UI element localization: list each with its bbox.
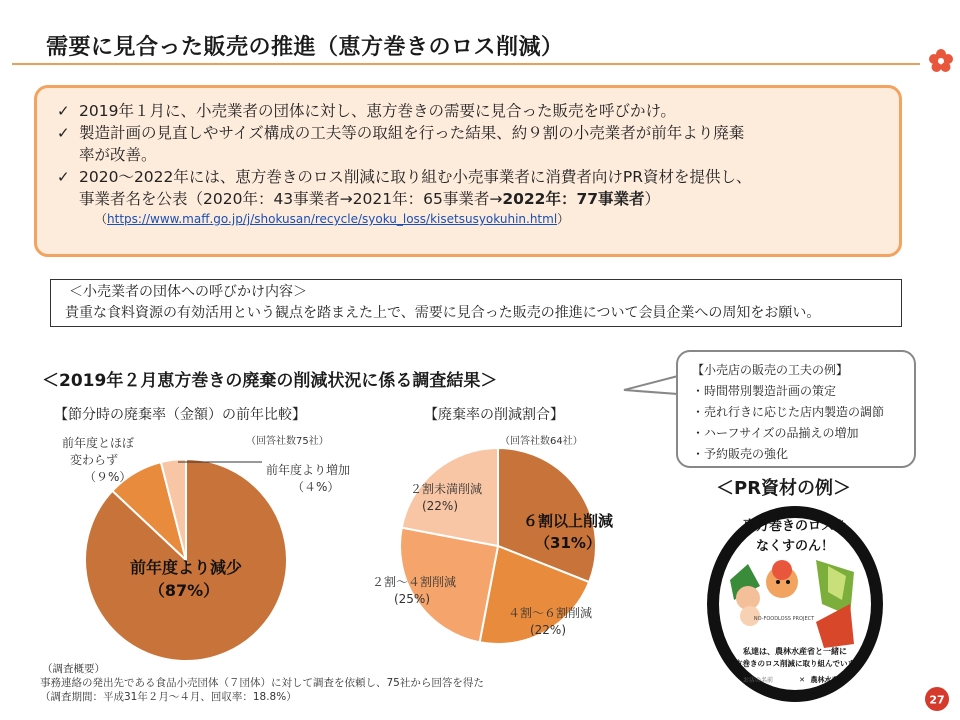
bullet-emphasis: 2022年：77事業者 (502, 190, 645, 208)
bullet-line: 事業者名を公表（2020年：43事業者→2021年：65事業者→ (79, 190, 503, 208)
slice-label-same-2: 変わらず (70, 453, 119, 467)
pr-heading: ＜PR資材の例＞ (716, 478, 852, 499)
slice-pct-increase: （４%） (292, 480, 340, 494)
slice-pct-under20: (22%) (421, 499, 459, 513)
callout-item: ・売れ行きに応じた店内製造の調節 (692, 405, 885, 419)
survey-note-line: 事務連絡の発出先である食品小売団体（７団体）に対して調査を依頼し、75社から回答を得た (40, 677, 484, 689)
cross-icon: ✕ (799, 676, 805, 684)
page-number: 27 (929, 693, 945, 707)
slice-pct-decrease: （87%） (148, 581, 220, 600)
slice-label-under20: ２割未満削減 (409, 482, 483, 496)
check-icon: ✓ (57, 124, 70, 142)
survey-notes (40, 662, 484, 704)
slice-pct-20-40: (25%) (393, 592, 431, 606)
slice-pct-same: （９%） (84, 470, 132, 484)
paren-open: （ (95, 212, 108, 226)
check-icon: ✓ (57, 102, 70, 120)
slice-pct-40-60: (22%) (529, 623, 567, 637)
pr-project: NO-FOODLOSS PROJECT (753, 616, 815, 622)
pr-message-2: 恵方巻きのロス削減に取り組んでいます (727, 659, 863, 668)
pr-line-2: なくすのん！ (755, 539, 835, 554)
slice-pct-60plus: （31%） (535, 534, 601, 552)
bullet-line: 製造計画の見直しやサイズ構成の工夫等の取組を行った結果、約９割の小売業者が前年より廃棄 (79, 124, 745, 142)
slice-label-60plus: ６割以上削減 (522, 512, 614, 530)
survey-note-line: （調査期間：平成31年２月～４月、回収率：18.8%） (40, 691, 297, 703)
slice-label-40-60: ４割～６割削減 (507, 606, 593, 620)
pr-sticker (704, 504, 886, 704)
paren-close: ） (557, 212, 570, 226)
pr-maff: 農林水産省 (810, 676, 846, 684)
bullet-line-end: ） (644, 190, 661, 208)
slice-label-same-1: 前年度とほぼ (62, 436, 135, 450)
callout-tail (622, 370, 682, 400)
page-number-badge (924, 686, 950, 712)
page-title: 需要に見合った販売の推進（恵方巻きのロス削減） (46, 35, 564, 60)
right-chart-title: 【廃棄率の削減割合】 (424, 407, 564, 423)
survey-title: ＜2019年２月恵方巻きの廃棄の削減状況に係る調査結果＞ (42, 371, 498, 391)
bullet-line: 率が改善。 (79, 146, 157, 164)
slice-label-20-40: ２割～４割削減 (371, 575, 457, 589)
callout-item: ・予約販売の強化 (692, 447, 789, 461)
left-chart-note: （回答社数75社） (246, 436, 329, 447)
right-chart-note: （回答社数64社） (500, 436, 583, 447)
maff-url-link[interactable]: https://www.maff.go.jp/j/shokusan/recycle/syoku_loss/kisetsusyokuhin.html (107, 212, 558, 226)
request-body: 貴重な食料資源の有効活用という観点を踏まえた上で、需要に見合った販売の推進について会員企業への周知をお願い。 (65, 305, 821, 321)
pr-line-1: 恵方巻きのロスを (742, 519, 848, 534)
slice-label-decrease: 前年度より減少 (129, 558, 243, 577)
request-heading: ＜小売業者の団体への呼びかけ内容＞ (69, 284, 307, 300)
pr-store-name: お店の名前 (742, 677, 774, 684)
pie-slice-under20 (402, 448, 498, 546)
slice-label-increase: 前年度より増加 (266, 463, 351, 477)
survey-note-heading: （調査概要） (42, 663, 105, 675)
callout-item: ・ハーフサイズの品揃えの増加 (692, 426, 859, 440)
callout-item: ・時間帯別製造計画の策定 (692, 384, 837, 398)
check-icon: ✓ (57, 168, 70, 186)
pr-message-1: 私達は、農林水産省と一緒に (743, 647, 847, 656)
bullet-text: 2019年１月に、小売業者の団体に対し、恵方巻きの需要に見合った販売を呼びかけ。 (79, 102, 676, 120)
callout-heading: 【小売店の販売の工夫の例】 (692, 363, 849, 377)
left-chart-title: 【節分時の廃棄率（金額）の前年比較】 (54, 407, 306, 423)
bullet-line: 2020～2022年には、恵方巻きのロス削減に取り組む小売事業者に消費者向けPR資材を提供し、 (79, 168, 752, 186)
callout-box (676, 350, 916, 468)
